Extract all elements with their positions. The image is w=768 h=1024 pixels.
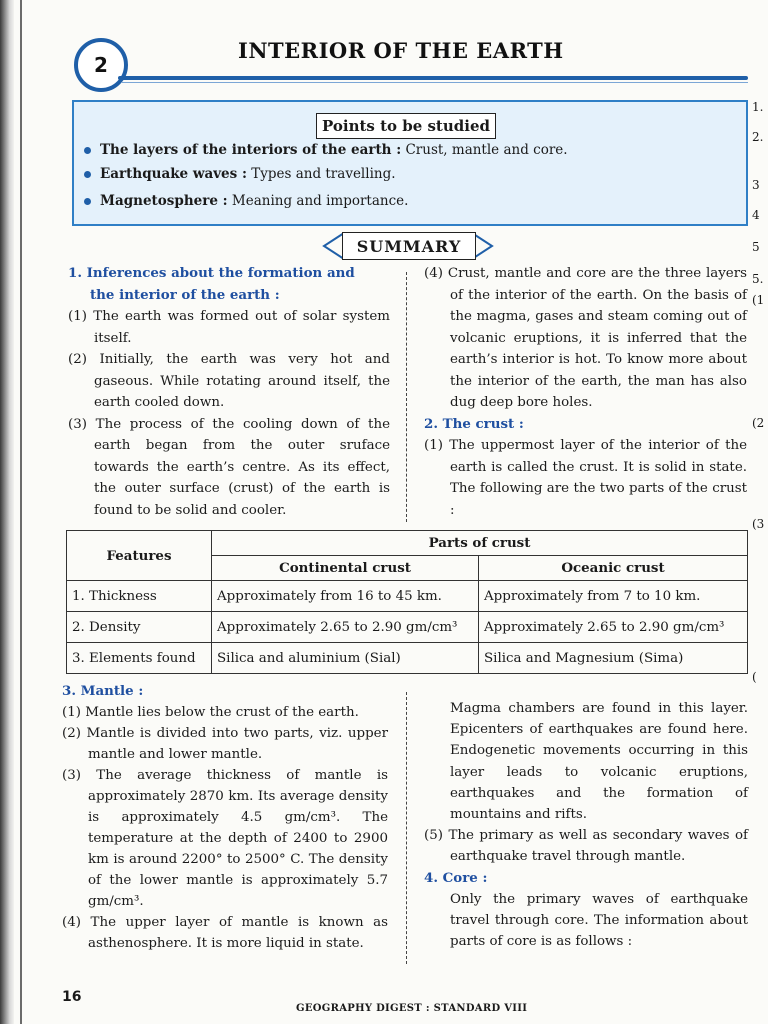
page-number: 16 bbox=[62, 989, 82, 1005]
item-number: (2) bbox=[68, 352, 87, 367]
item-number: (2) bbox=[62, 726, 81, 741]
summary-banner bbox=[322, 232, 494, 260]
core-text: Only the primary waves of earthquake travel through core. The information about parts of core is as follows : bbox=[450, 891, 748, 950]
point-item bbox=[84, 166, 396, 182]
bullet-icon bbox=[84, 147, 91, 154]
item-number: (3) bbox=[68, 416, 87, 432]
item-number: (5) bbox=[424, 828, 443, 844]
list-item bbox=[424, 263, 747, 414]
title-underline-thin bbox=[122, 82, 748, 83]
item-text: The upper layer of mantle is known as asthenosphere. It is more liquid in state. bbox=[88, 915, 388, 951]
edge-mark: 2. bbox=[752, 130, 764, 144]
feature-cell: 1. Thickness bbox=[67, 581, 212, 612]
bullet-icon bbox=[84, 198, 91, 205]
edge-mark: 5. bbox=[752, 272, 764, 286]
item-number: (1) bbox=[68, 309, 87, 324]
list-item bbox=[62, 723, 388, 765]
edge-mark: 1. bbox=[752, 100, 764, 114]
chapter-title: INTERIOR OF THE EARTH bbox=[238, 38, 564, 63]
point-bold: Magnetosphere : bbox=[100, 193, 228, 209]
point-bold: Earthquake waves : bbox=[100, 166, 247, 182]
edge-mark: 3 bbox=[752, 178, 760, 192]
bullet-icon bbox=[84, 171, 91, 178]
table-row bbox=[67, 643, 748, 674]
item-number: (3) bbox=[62, 768, 81, 783]
list-item bbox=[62, 912, 388, 954]
parts-of-crust-header: Parts of crust bbox=[212, 531, 748, 556]
chapter-number-badge: 2 bbox=[74, 38, 128, 92]
oceanic-cell: Approximately 2.65 to 2.90 gm/cm³ bbox=[479, 612, 748, 643]
list-item bbox=[62, 702, 388, 723]
point-text: Crust, mantle and core. bbox=[401, 142, 568, 158]
edge-mark: 4 bbox=[752, 208, 760, 222]
section-2-heading: 2. The crust : bbox=[424, 415, 524, 432]
item-number: (1) bbox=[62, 705, 81, 720]
title-underline bbox=[118, 76, 748, 80]
footer-book-title: GEOGRAPHY DIGEST : STANDARD VIII bbox=[296, 1003, 528, 1014]
list-item bbox=[62, 765, 388, 912]
table-row bbox=[67, 581, 748, 612]
section-3-mantle bbox=[62, 681, 388, 954]
point-item bbox=[84, 142, 568, 158]
summary-label: SUMMARY bbox=[342, 232, 476, 260]
section-1-heading-line1: 1. Inferences about the formation and bbox=[68, 265, 355, 281]
edge-mark: (2 bbox=[752, 416, 765, 430]
point-text: Meaning and importance. bbox=[227, 193, 409, 209]
item-text: The primary as well as secondary waves of earthquake travel through mantle. bbox=[448, 828, 748, 865]
list-item bbox=[68, 414, 390, 522]
continental-cell: Approximately 2.65 to 2.90 gm/cm³ bbox=[212, 612, 479, 643]
item-text: The uppermost layer of the interior of the earth is called the crust. It is solid in state. The following are the two parts of the crust : bbox=[449, 438, 747, 518]
item-text: Mantle is divided into two parts, viz. upper mantle and lower mantle. bbox=[86, 726, 388, 762]
feature-cell: 3. Elements found bbox=[67, 643, 212, 674]
crust-parts-table bbox=[66, 530, 748, 674]
item-text: The process of the cooling down of the earth began from the outer sruface towards the earth’s centre. As its effect, the outer surface (crust) of the earth is found to be solid and cooler. bbox=[94, 416, 390, 518]
section-4-heading: 4. Core : bbox=[424, 869, 488, 886]
item-text: Crust, mantle and core are the three layers of the interior of the earth. On the basis of the magma, gases and steam coming out of volcanic eruptions, it is inferred that the earth’s interior is hot. To know more about the interior of the earth, the man has also dug deep bore holes. bbox=[447, 266, 748, 410]
table-header-row bbox=[67, 531, 748, 556]
section-3-heading: 3. Mantle : bbox=[62, 683, 144, 699]
points-heading: Points to be studied bbox=[316, 113, 496, 139]
column-divider bbox=[406, 692, 407, 964]
list-item bbox=[424, 825, 748, 867]
oceanic-cell: Silica and Magnesium (Sima) bbox=[479, 643, 748, 674]
continental-crust-header: Continental crust bbox=[212, 556, 479, 581]
oceanic-cell: Approximately from 7 to 10 km. bbox=[479, 581, 748, 612]
continental-cell: Silica and aluminium (Sial) bbox=[212, 643, 479, 674]
point-item bbox=[84, 193, 408, 209]
edge-mark: 5 bbox=[752, 240, 760, 254]
edge-mark: (3 bbox=[752, 517, 765, 531]
item-text: The earth was formed out of solar system itself. bbox=[93, 309, 390, 346]
point-text: Types and travelling. bbox=[246, 166, 396, 182]
table-row bbox=[67, 612, 748, 643]
list-item bbox=[68, 349, 390, 414]
spine-rule bbox=[20, 0, 22, 1024]
edge-mark: (1 bbox=[752, 293, 765, 307]
item-text: Mantle lies below the crust of the earth. bbox=[85, 705, 359, 720]
list-item bbox=[424, 435, 747, 521]
item-number: (4) bbox=[424, 266, 443, 281]
list-item bbox=[68, 306, 390, 349]
item-text: Initially, the earth was very hot and gaseous. While rotating around itself, the earth cooled down. bbox=[94, 352, 390, 410]
book-spine-shadow bbox=[0, 0, 14, 1024]
mantle-continuation: Magma chambers are found in this layer. Epicenters of earthquakes are found here. Endogenetic movements occurring in this layer leads to volcanic eruptions, earthquakes and the formation of mountains and rifts. bbox=[450, 701, 748, 823]
features-header: Features bbox=[67, 531, 212, 581]
feature-cell: 2. Density bbox=[67, 612, 212, 643]
item-number: (1) bbox=[424, 438, 443, 453]
oceanic-crust-header: Oceanic crust bbox=[479, 556, 748, 581]
column-divider bbox=[406, 272, 407, 522]
section-1-inferences bbox=[68, 263, 390, 521]
right-column-bottom bbox=[424, 698, 748, 952]
item-number: (4) bbox=[62, 915, 81, 930]
edge-mark: ( bbox=[752, 670, 757, 684]
section-1-heading-line2: the interior of the earth : bbox=[90, 286, 280, 303]
right-column-top bbox=[424, 263, 747, 521]
item-text: The average thickness of mantle is approximately 2870 km. Its average density is approximately 4.5 gm/cm³. The temperature at the depth of 2400 to 2900 km is around 2200° to 2500° C. The density of the lower mantle is approximately 5.7 gm/cm³. bbox=[88, 768, 388, 909]
point-bold: The layers of the interiors of the earth : bbox=[100, 142, 402, 158]
continental-cell: Approximately from 16 to 45 km. bbox=[212, 581, 479, 612]
